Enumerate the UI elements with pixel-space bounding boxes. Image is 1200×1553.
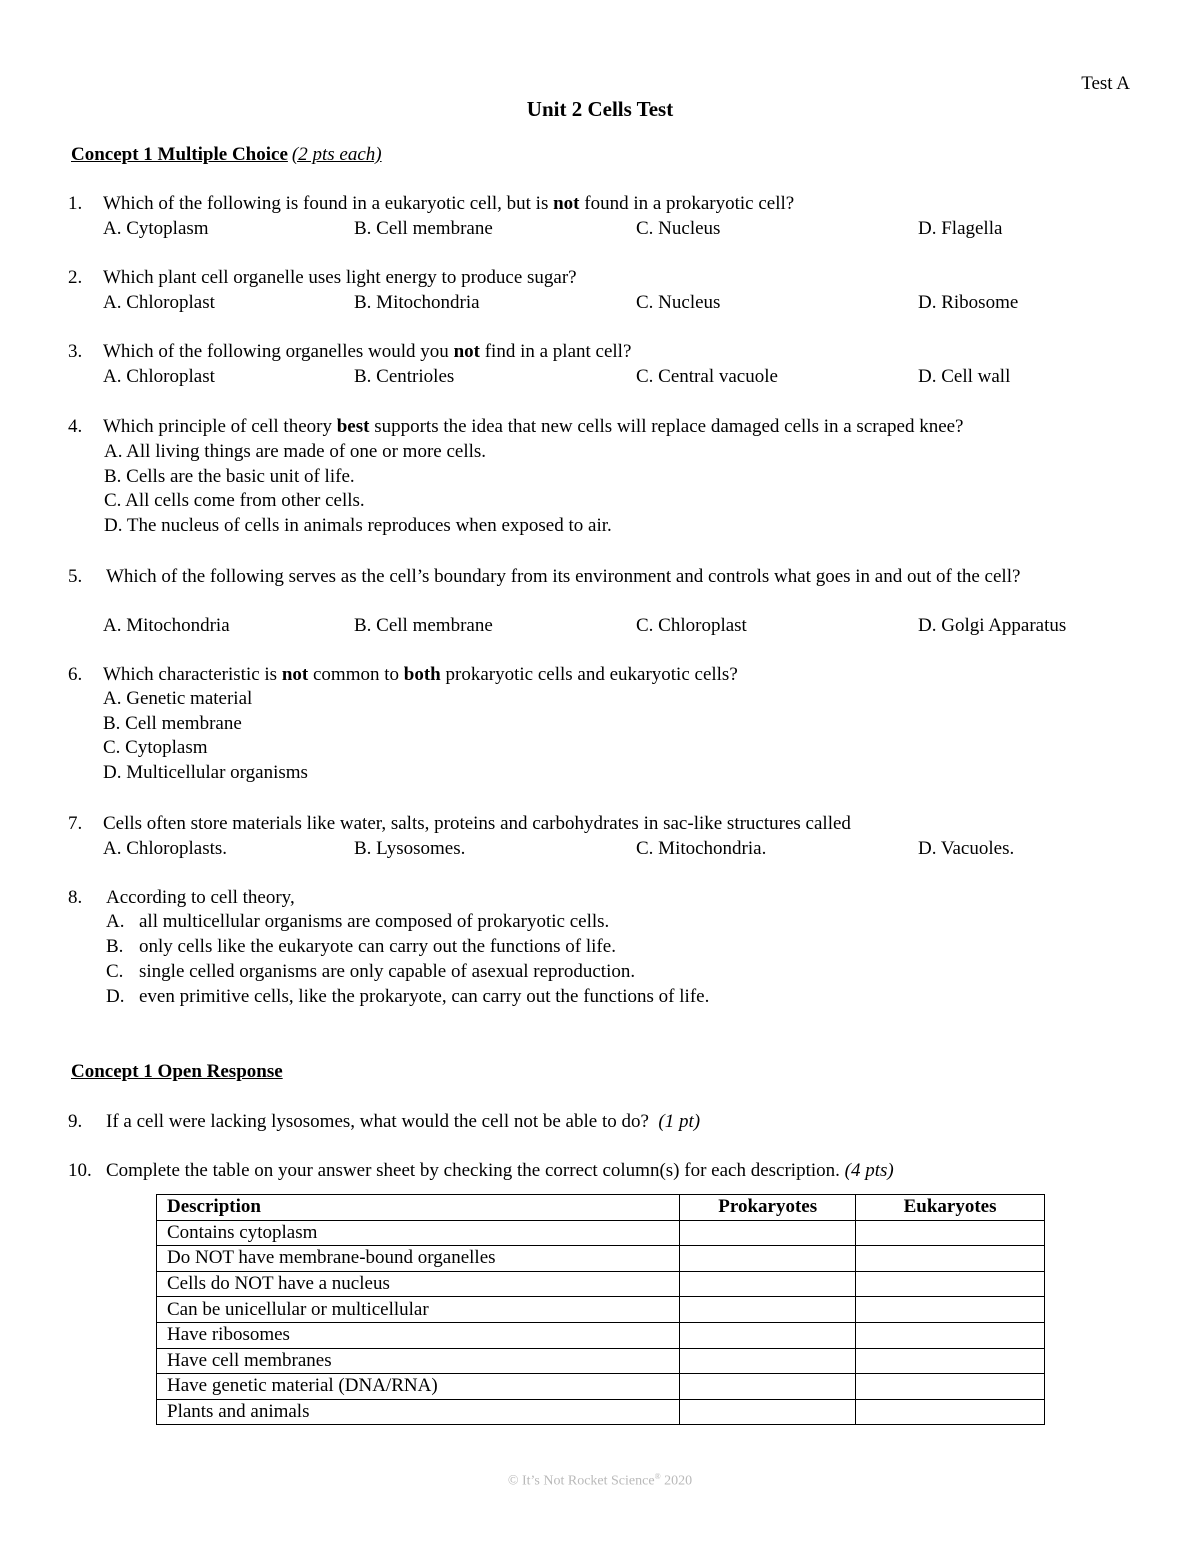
prokaryote-eukaryote-table <box>156 1194 1045 1425</box>
description-cell: Do NOT have membrane-bound organelles <box>157 1246 680 1272</box>
table-header-row <box>157 1195 1045 1221</box>
question-number: 2. <box>68 267 83 288</box>
option: B. Cell membrane <box>354 218 493 239</box>
option: A. Chloroplast <box>103 366 215 387</box>
stem-emphasis: not <box>553 193 580 214</box>
option: C. Central vacuole <box>636 366 778 387</box>
answer-options <box>103 837 1113 862</box>
section-points: (2 pts each) <box>291 144 382 165</box>
question-stem <box>106 1159 1106 1184</box>
option <box>106 935 709 960</box>
option: B. Mitochondria <box>354 292 480 313</box>
table-row <box>157 1220 1045 1246</box>
eukaryote-check-cell[interactable] <box>856 1348 1045 1374</box>
eukaryote-check-cell[interactable] <box>856 1220 1045 1246</box>
stem-emphasis: not <box>453 341 480 362</box>
question-number: 9. <box>68 1111 83 1132</box>
option-letter: A. <box>106 911 125 932</box>
question-stem: Which plant cell organelle uses light energy to produce sugar? <box>103 267 577 288</box>
table-row <box>157 1297 1045 1323</box>
prokaryote-check-cell[interactable] <box>680 1246 856 1272</box>
eukaryote-check-cell[interactable] <box>856 1374 1045 1400</box>
question-stem <box>103 663 1113 688</box>
stem-text: prokaryotic cells and eukaryotic cells? <box>440 664 738 685</box>
description-cell: Contains cytoplasm <box>157 1220 680 1246</box>
description-cell: Have cell membranes <box>157 1348 680 1374</box>
stem-text: Which of the following is found in a eukaryotic cell, but is <box>103 193 554 214</box>
answer-options <box>103 614 1113 639</box>
answer-options <box>103 217 1113 242</box>
option: C. Nucleus <box>636 292 721 313</box>
description-cell: Have genetic material (DNA/RNA) <box>157 1374 680 1400</box>
question-number: 10. <box>68 1160 92 1181</box>
stem-text: If a cell were lacking lysosomes, what would the cell not be able to do? <box>106 1111 649 1132</box>
option: A. Chloroplasts. <box>103 838 228 859</box>
stem-emphasis: best <box>336 416 370 437</box>
question-stem: Which of the following serves as the cell’s boundary from its environment and controls what goes in and out of the cell? <box>106 566 1021 587</box>
answer-options <box>104 440 612 538</box>
stem-text: common to <box>308 664 404 685</box>
column-header-eukaryotes: Eukaryotes <box>856 1195 1045 1221</box>
option-letter: D. <box>106 986 125 1007</box>
option-text: all multicellular organisms are composed of prokaryotic cells. <box>139 911 610 932</box>
option: D. Vacuoles. <box>918 838 1015 859</box>
footer-year: 2020 <box>660 1473 693 1489</box>
option-text: single celled organisms are only capable of asexual reproduction. <box>139 961 636 982</box>
option <box>106 960 709 985</box>
option: C. All cells come from other cells. <box>104 490 365 512</box>
option: A. Chloroplast <box>103 292 215 313</box>
stem-text: Complete the table on your answer sheet by checking the correct column(s) for each description. <box>106 1160 840 1181</box>
stem-text: Which characteristic is <box>103 664 282 685</box>
stem-emphasis: not <box>281 664 309 685</box>
table-row <box>157 1348 1045 1374</box>
eukaryote-check-cell[interactable] <box>856 1399 1045 1425</box>
prokaryote-check-cell[interactable] <box>680 1374 856 1400</box>
description-cell: Cells do NOT have a nucleus <box>157 1271 680 1297</box>
question-number: 4. <box>68 416 83 437</box>
answer-options <box>103 365 1113 390</box>
eukaryote-check-cell[interactable] <box>856 1297 1045 1323</box>
prokaryote-check-cell[interactable] <box>680 1348 856 1374</box>
section-heading-open-response: Concept 1 Open Response <box>71 1061 283 1082</box>
stem-text: found in a prokaryotic cell? <box>579 193 795 214</box>
eukaryote-check-cell[interactable] <box>856 1322 1045 1348</box>
option <box>106 985 709 1010</box>
question-points: (1 pt) <box>658 1111 701 1132</box>
option: A. Cytoplasm <box>103 218 209 239</box>
option: B. Centrioles <box>354 366 455 387</box>
option: B. Cell membrane <box>354 615 493 636</box>
stem-text: Which of the following organelles would you <box>103 341 454 362</box>
option: B. Cells are the basic unit of life. <box>104 465 355 487</box>
prokaryote-check-cell[interactable] <box>680 1220 856 1246</box>
option: A. Genetic material <box>103 688 253 709</box>
option: D. Ribosome <box>918 292 1019 313</box>
test-version-label: Test A <box>1081 73 1130 94</box>
question-number: 1. <box>68 193 83 214</box>
prokaryote-check-cell[interactable] <box>680 1322 856 1348</box>
table-row <box>157 1271 1045 1297</box>
section-heading-text: Concept 1 Multiple Choice <box>71 144 288 165</box>
prokaryote-check-cell[interactable] <box>680 1271 856 1297</box>
stem-emphasis: both <box>403 664 441 685</box>
table-row <box>157 1246 1045 1272</box>
column-header-prokaryotes: Prokaryotes <box>680 1195 856 1221</box>
question-stem: According to cell theory, <box>106 887 295 908</box>
prokaryote-check-cell[interactable] <box>680 1297 856 1323</box>
eukaryote-check-cell[interactable] <box>856 1246 1045 1272</box>
option: A. All living things are made of one or more cells. <box>104 441 487 462</box>
question-points: (4 pts) <box>844 1160 894 1181</box>
eukaryote-check-cell[interactable] <box>856 1271 1045 1297</box>
question-stem <box>103 192 1113 217</box>
option: B. Cell membrane <box>103 712 242 734</box>
question-number: 5. <box>68 566 83 587</box>
option: D. Multicellular organisms <box>103 761 308 783</box>
question-number: 7. <box>68 813 83 834</box>
option: C. Mitochondria. <box>636 838 767 859</box>
option-letter: B. <box>106 936 124 957</box>
answer-options <box>106 910 709 1010</box>
option: D. Golgi Apparatus <box>918 615 1067 636</box>
page-title: Unit 2 Cells Test <box>526 97 674 121</box>
answer-options <box>103 291 1113 316</box>
option: B. Lysosomes. <box>354 838 466 859</box>
description-cell: Plants and animals <box>157 1399 680 1425</box>
question-stem <box>103 340 1113 365</box>
description-cell: Have ribosomes <box>157 1322 680 1348</box>
question-number: 6. <box>68 664 83 685</box>
option-text: even primitive cells, like the prokaryote, can carry out the functions of life. <box>139 986 710 1007</box>
stem-text: Which principle of cell theory <box>103 416 337 437</box>
option: D. The nucleus of cells in animals reproduces when exposed to air. <box>104 514 612 536</box>
option-text: only cells like the eukaryote can carry out the functions of life. <box>139 936 616 957</box>
footer-text: © It’s Not Rocket Science <box>507 1473 655 1489</box>
option: A. Mitochondria <box>103 615 230 636</box>
question-number: 3. <box>68 341 83 362</box>
option: C. Cytoplasm <box>103 737 208 759</box>
option: C. Nucleus <box>636 218 721 239</box>
description-cell: Can be unicellular or multicellular <box>157 1297 680 1323</box>
option: C. Chloroplast <box>636 615 747 636</box>
option <box>106 910 709 935</box>
stem-text: find in a plant cell? <box>479 341 632 362</box>
section-heading-multiple-choice <box>71 143 382 168</box>
copyright-footer <box>0 1465 1200 1494</box>
question-number: 8. <box>68 887 83 908</box>
prokaryote-check-cell[interactable] <box>680 1399 856 1425</box>
table-row <box>157 1399 1045 1425</box>
table-row <box>157 1374 1045 1400</box>
option: D. Flagella <box>918 218 1003 239</box>
question-stem <box>103 415 1113 440</box>
question-stem: Cells often store materials like water, salts, proteins and carbohydrates in sac-like structures called <box>103 813 851 834</box>
answer-options <box>103 687 308 785</box>
registered-mark: ® <box>654 1472 661 1481</box>
table-row <box>157 1322 1045 1348</box>
option: D. Cell wall <box>918 366 1011 387</box>
question-stem <box>106 1110 1106 1135</box>
stem-text: supports the idea that new cells will replace damaged cells in a scraped knee? <box>369 416 964 437</box>
option-letter: C. <box>106 961 124 982</box>
column-header-description: Description <box>157 1195 680 1221</box>
